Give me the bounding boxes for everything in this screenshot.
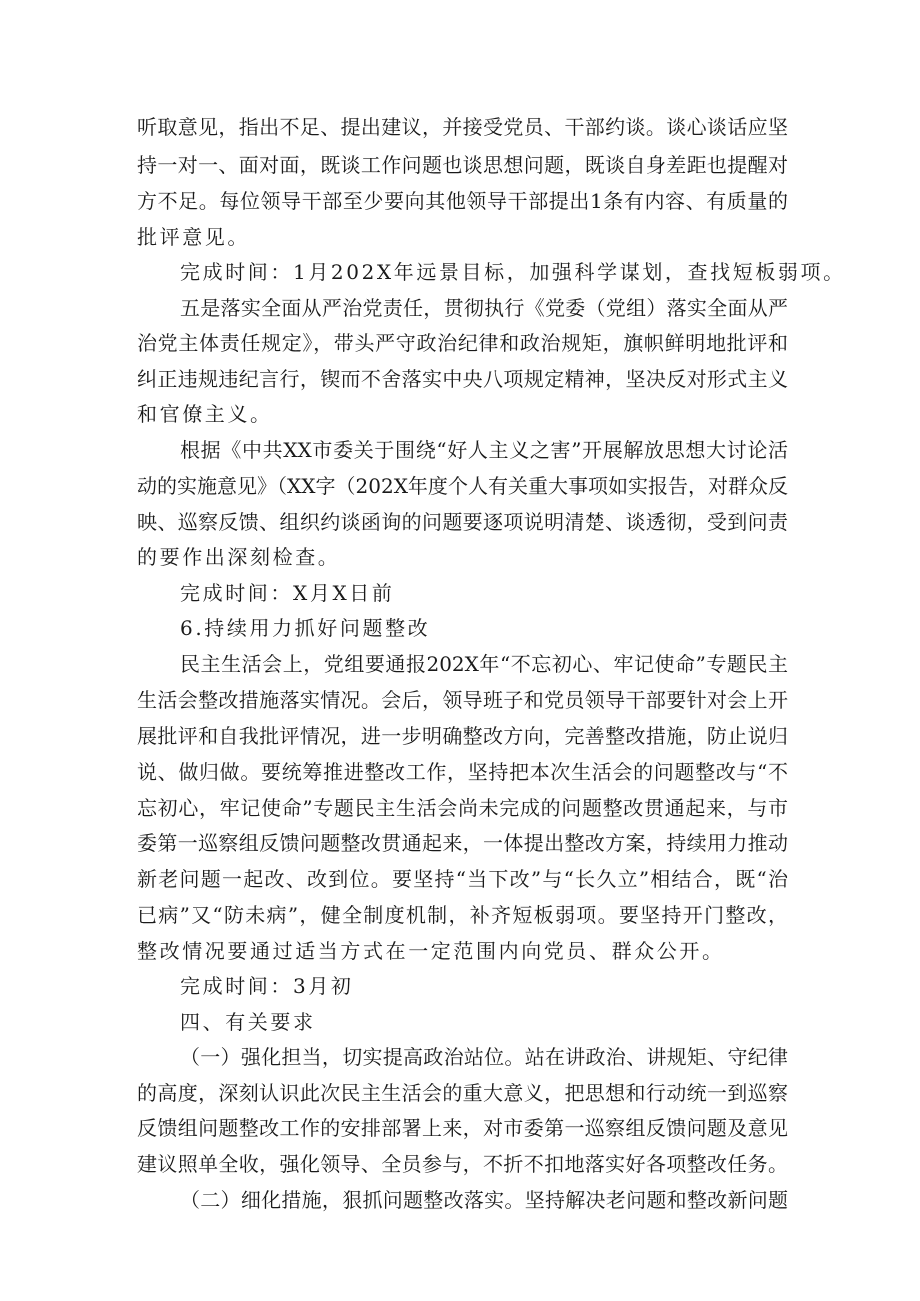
paragraph-line: （二）细化措施，狠抓问题整改落实。坚持解决老问题和整改新问题	[180, 1188, 788, 1212]
paragraph-line: 已病”又“防未病”，健全制度机制，补齐短板弱项。要坚持开门整改，	[137, 903, 788, 927]
paragraph-line: 反馈组问题整改工作的安排部署上来，对市委第一巡察组反馈问题及意见	[137, 1116, 788, 1140]
completion-time: 完成时间：1月202X年远景目标，加强科学谋划，查找短板弱项。	[180, 260, 846, 284]
paragraph-line: 民主生活会上，党组要通报202X年“不忘初心、牢记使命”专题民主	[180, 652, 788, 676]
paragraph-line: 生活会整改措施落实情况。会后，领导班子和党员领导干部要针对会上开	[137, 688, 788, 712]
paragraph-line: 持一对一、面对面，既谈工作问题也谈思想问题，既谈自身差距也提醒对	[137, 153, 788, 177]
paragraph-line: 和官僚主义。	[137, 402, 273, 426]
paragraph-line: （一）强化担当，切实提高政治站位。站在讲政治、讲规矩、守纪律	[180, 1045, 788, 1069]
paragraph-line: 说、做归做。要统筹推进整改工作，坚持把本次生活会的问题整改与“不	[137, 760, 788, 784]
completion-time: 完成时间：3月初	[180, 974, 354, 998]
paragraph-line: 根据《中共XX市委关于围绕“好人主义之害”开展解放思想大讨论活	[180, 438, 788, 462]
paragraph-line: 新老问题一起改、改到位。要坚持“当下改”与“长久立”相结合，既“治	[137, 867, 788, 891]
paragraph-line: 五是落实全面从严治党责任，贯彻执行《党委（党组）落实全面从严	[180, 296, 788, 320]
paragraph-line: 映、巡察反馈、组织约谈函询的问题要逐项说明清楚、谈透彻，受到问责	[137, 510, 788, 534]
paragraph-line: 建议照单全收，强化领导、全员参与，不折不扣地落实好各项整改任务。	[137, 1152, 788, 1176]
section-heading: 6.持续用力抓好问题整改	[180, 616, 431, 640]
paragraph-line: 的高度，深刻认识此次民主生活会的重大意义，把思想和行动统一到巡察	[137, 1081, 788, 1105]
paragraph-line: 委第一巡察组反馈问题整改贯通起来，一体提出整改方案，持续用力推动	[137, 831, 788, 855]
paragraph-line: 听取意见，指出不足、提出建议，并接受党员、干部约谈。谈心谈话应坚	[137, 115, 788, 139]
paragraph-line: 动的实施意见》（XX字（202X年度个人有关重大事项如实报告，对群众反	[137, 474, 788, 498]
completion-time: 完成时间：X月X日前	[180, 581, 395, 605]
paragraph-line: 的要作出深刻检查。	[137, 545, 341, 569]
paragraph-line: 整改情况要通过适当方式在一定范围内向党员、群众公开。	[137, 939, 725, 963]
paragraph-line: 纠正违规违纪言行，锲而不舍落实中央八项规定精神，坚决反对形式主义	[137, 367, 788, 391]
paragraph-line: 批评意见。	[137, 225, 250, 249]
paragraph-line: 治党主体责任规定》，带头严守政治纪律和政治规矩，旗帜鲜明地批评和	[137, 331, 788, 355]
paragraph-line: 展批评和自我批评情况，进一步明确整改方向，完善整改措施，防止说归	[137, 724, 788, 748]
section-heading: 四、有关要求	[180, 1010, 316, 1034]
paragraph-line: 方不足。每位领导干部至少要向其他领导干部提出1条有内容、有质量的	[137, 189, 788, 213]
paragraph-line: 忘初心，牢记使命”专题民主生活会尚未完成的问题整改贯通起来，与市	[137, 796, 788, 820]
